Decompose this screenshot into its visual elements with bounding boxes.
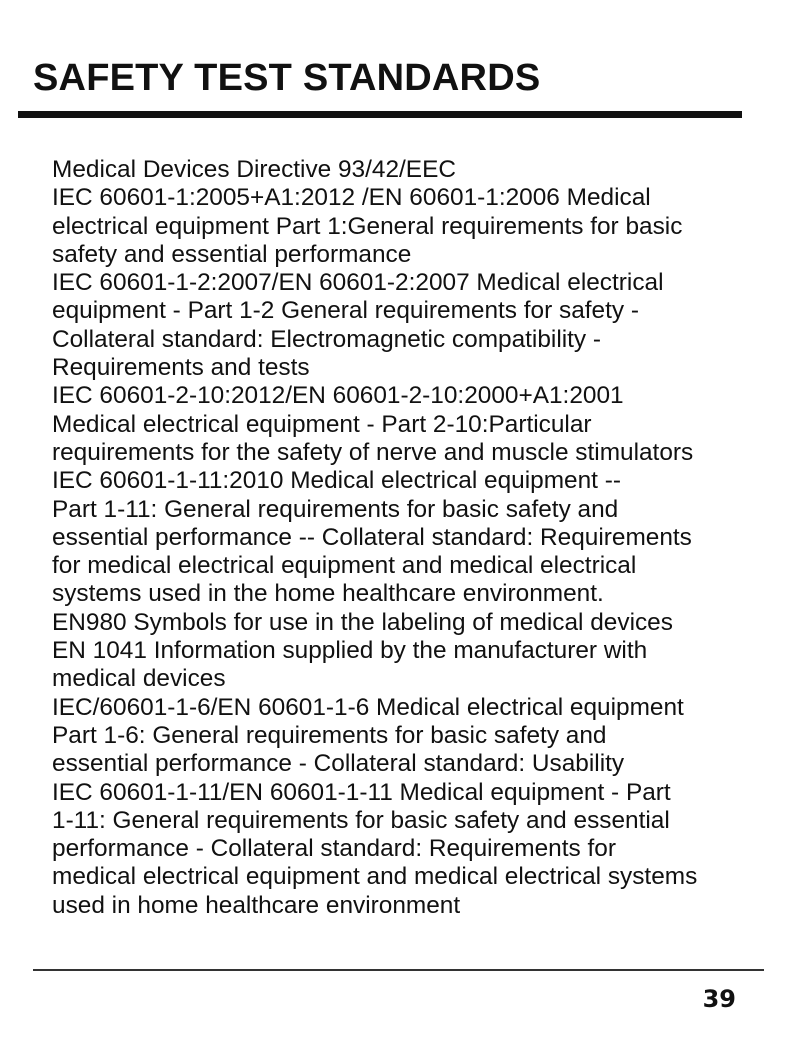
- page-title: SAFETY TEST STANDARDS: [33, 57, 541, 99]
- text-line: essential performance -- Collateral standard: Requirements: [52, 523, 692, 551]
- standards-text: [52, 156, 772, 920]
- text-line: Part 1-6: General requirements for basic safety and: [52, 721, 607, 749]
- text-line: systems used in the home healthcare environment.: [52, 580, 604, 608]
- text-line: Medical Devices Directive 93/42/EEC: [52, 156, 456, 183]
- text-line: medical devices: [52, 665, 226, 693]
- text-line: equipment - Part 1-2 General requirements for safety -: [52, 297, 639, 325]
- text-line: Part 1-11: General requirements for basic safety and: [52, 495, 619, 523]
- text-line: IEC 60601-1-2:2007/EN 60601-2:2007 Medical electrical: [52, 269, 664, 297]
- title-divider: [18, 111, 742, 118]
- footer-divider: [33, 969, 764, 971]
- text-line: Medical electrical equipment - Part 2-10:Particular: [52, 410, 592, 438]
- text-line: essential performance - Collateral standard: Usability: [52, 750, 625, 778]
- text-line: used in home healthcare environment: [52, 891, 461, 919]
- text-line: IEC 60601-1-11:2010 Medical electrical equipment --: [52, 467, 621, 495]
- text-line: performance - Collateral standard: Requirements for: [52, 835, 616, 863]
- text-line: IEC 60601-1:2005+A1:2012 /EN 60601-1:2006 Medical: [52, 184, 651, 212]
- text-line: for medical electrical equipment and medical electrical: [52, 552, 637, 580]
- text-line: EN 1041 Information supplied by the manufacturer with: [52, 637, 648, 665]
- text-line: requirements for the safety of nerve and muscle stimulators: [52, 438, 694, 466]
- text-line: IEC/60601-1-6/EN 60601-1-6 Medical electrical equipment: [52, 693, 684, 721]
- text-line: 1-11: General requirements for basic safety and essential: [52, 806, 670, 834]
- page-number: 39: [702, 985, 736, 1013]
- text-line: IEC 60601-1-11/EN 60601-1-11 Medical equipment - Part: [52, 778, 671, 806]
- text-line: safety and essential performance: [52, 240, 412, 268]
- text-line: Collateral standard: Electromagnetic compatibility -: [52, 325, 602, 353]
- text-line: IEC 60601-2-10:2012/EN 60601-2-10:2000+A1:2001: [52, 382, 624, 410]
- text-line: Requirements and tests: [52, 354, 310, 382]
- text-line: medical electrical equipment and medical electrical systems: [52, 863, 698, 891]
- text-line: electrical equipment Part 1:General requirements for basic: [52, 212, 683, 240]
- text-line: EN980 Symbols for use in the labeling of medical devices: [52, 608, 673, 636]
